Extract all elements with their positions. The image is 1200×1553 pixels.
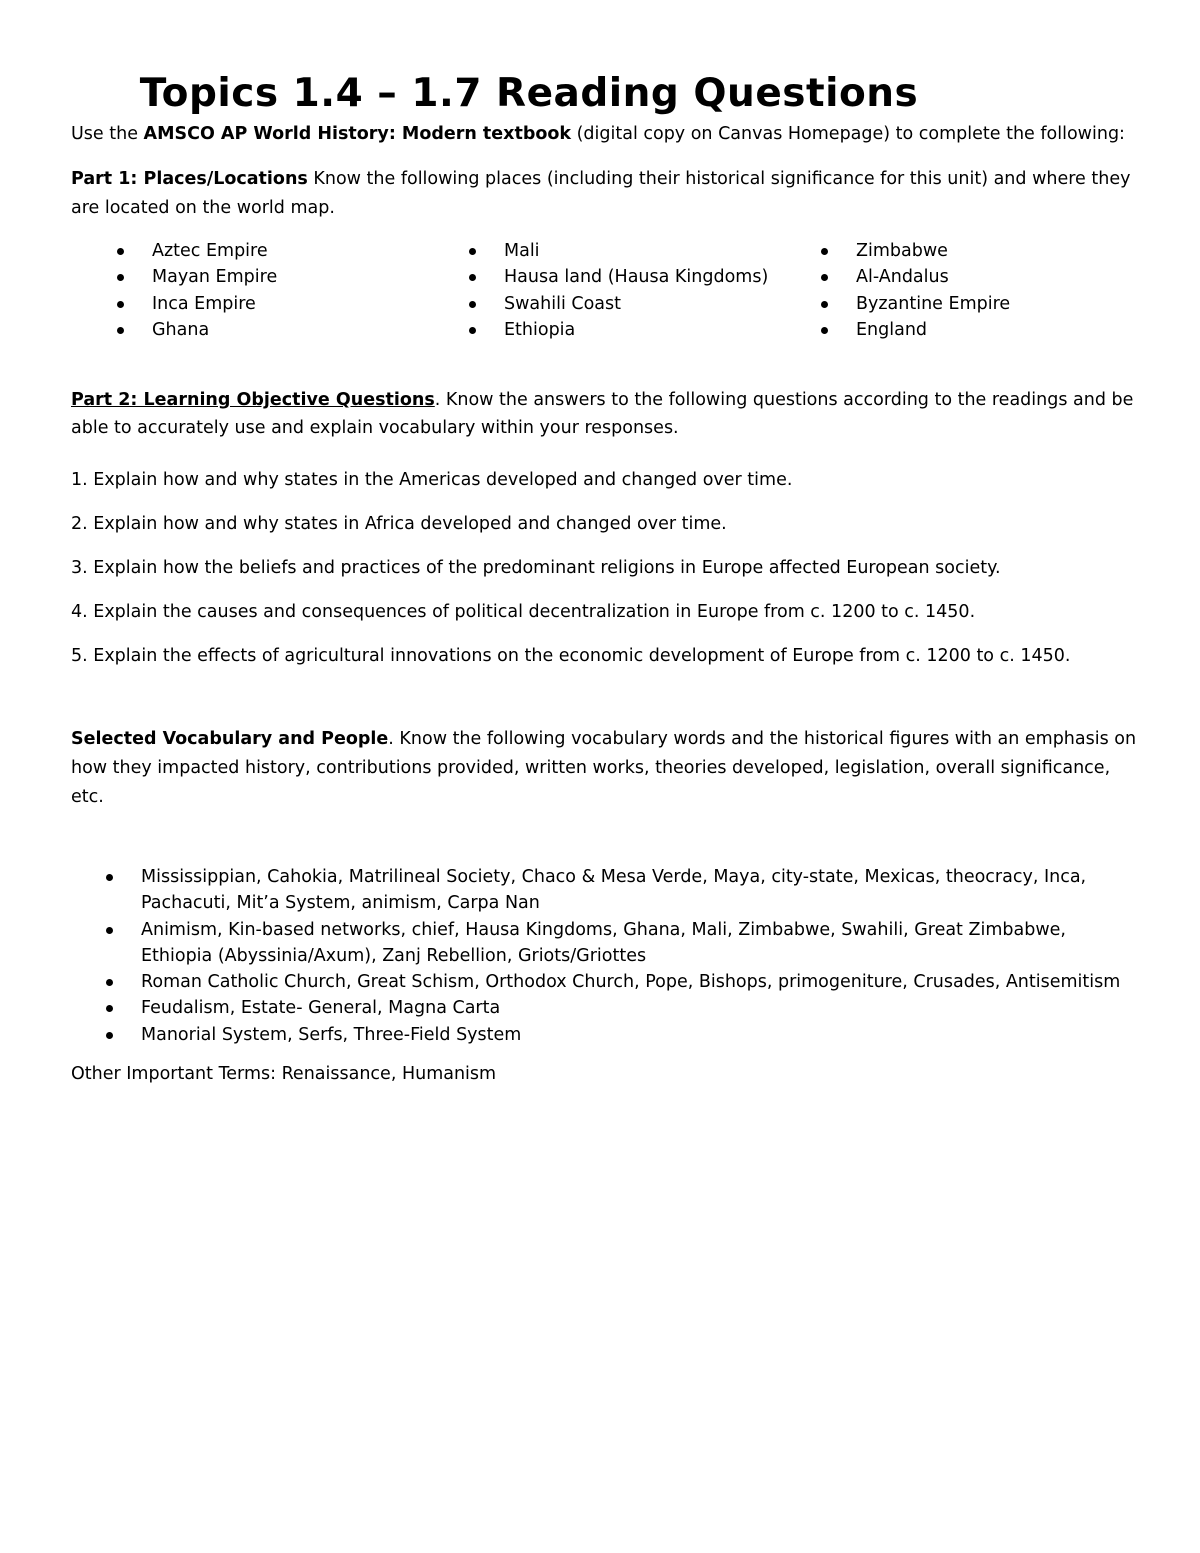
part2-heading: Part 2: Learning Objective Questions: [71, 390, 435, 410]
list-item: Ethiopia: [423, 317, 768, 343]
question-3: 3. Explain how the beliefs and practices of the predominant religions in Europe affected European society.: [71, 558, 1001, 578]
vocab-item-line: Ethiopia (Abyssinia/Axum), Zanj Rebellion, Griots/Griottes: [141, 945, 647, 966]
vocab-heading: Selected Vocabulary and People: [71, 729, 389, 749]
intro-suffix: (digital copy on Canvas Homepage) to complete the following:: [571, 124, 1125, 144]
vocab-item-line: Feudalism, Estate- General, Magna Carta: [141, 998, 501, 1019]
vocab-text-line1: . Know the following vocabulary words and the historical figures with an emphasis on: [388, 729, 1137, 749]
list-item: Swahili Coast: [423, 291, 768, 317]
list-item: Mayan Empire: [71, 264, 277, 290]
places-column-1: [71, 238, 277, 343]
other-terms: Other Important Terms: Renaissance, Humanism: [71, 1064, 497, 1084]
part1-text-line2: are located on the world map.: [71, 198, 335, 218]
list-item: Inca Empire: [71, 291, 277, 317]
list-item: Al-Andalus: [775, 264, 1010, 290]
list-item: [71, 969, 1131, 995]
list-item: [71, 917, 1131, 970]
list-item: Aztec Empire: [71, 238, 277, 264]
places-column-2: [423, 238, 768, 343]
page-title: Topics 1.4 – 1.7 Reading Questions: [139, 71, 919, 116]
intro-prefix: Use the: [71, 124, 144, 144]
vocab-item-line: Mississippian, Cahokia, Matrilineal Society, Chaco & Mesa Verde, Maya, city-state, Mexicas, theocracy, Inca,: [141, 867, 1087, 887]
vocab-list: [71, 864, 1131, 1048]
part2-text-line1: . Know the answers to the following questions according to the readings and be: [434, 390, 1134, 410]
list-item: Ghana: [71, 317, 277, 343]
question-4: 4. Explain the causes and consequences of political decentralization in Europe from c. 1200 to c. 1450.: [71, 602, 976, 622]
part1-heading: Part 1: Places/Locations: [71, 169, 308, 189]
vocab-text-line2: how they impacted history, contributions provided, written works, theories developed, legislation, overall significance,: [71, 758, 1111, 778]
list-item: [71, 1022, 1131, 1048]
list-item: [71, 864, 1131, 917]
list-item: [71, 995, 1131, 1021]
vocab-text-line3: etc.: [71, 787, 104, 807]
part1-text-line1: Know the following places (including their historical significance for this unit) and where they: [307, 169, 1131, 189]
vocab-item-line: Manorial System, Serfs, Three-Field System: [141, 1024, 522, 1045]
question-2: 2. Explain how and why states in Africa developed and changed over time.: [71, 514, 727, 534]
part2-line1: [71, 386, 1133, 414]
vocab-line1: [71, 725, 1136, 753]
part2-text-line2: able to accurately use and explain vocabulary within your responses.: [71, 418, 679, 438]
places-list: [71, 238, 1131, 348]
textbook-title: AMSCO AP World History: Modern textbook: [143, 124, 572, 144]
intro-line: [71, 120, 1125, 148]
list-item: Zimbabwe: [775, 238, 1010, 264]
question-5: 5. Explain the effects of agricultural innovations on the economic development of Europe from c. 1200 to c. 1450.: [71, 646, 1071, 666]
part1-line1: [71, 165, 1130, 193]
vocab-item-line: Animism, Kin-based networks, chief, Hausa Kingdoms, Ghana, Mali, Zimbabwe, Swahili, Great Zimbabwe,: [141, 919, 1066, 940]
list-item: England: [775, 317, 1010, 343]
vocab-item-line: Roman Catholic Church, Great Schism, Orthodox Church, Pope, Bishops, primogeniture, Crusades, Antisemitism: [141, 972, 1121, 993]
question-1: 1. Explain how and why states in the Americas developed and changed over time.: [71, 470, 793, 490]
list-item: Byzantine Empire: [775, 291, 1010, 317]
vocab-item-line: Pachacuti, Mit’a System, animism, Carpa Nan: [141, 893, 540, 914]
list-item: Hausa land (Hausa Kingdoms): [423, 264, 768, 290]
list-item: Mali: [423, 238, 768, 264]
places-column-3: [775, 238, 1010, 343]
